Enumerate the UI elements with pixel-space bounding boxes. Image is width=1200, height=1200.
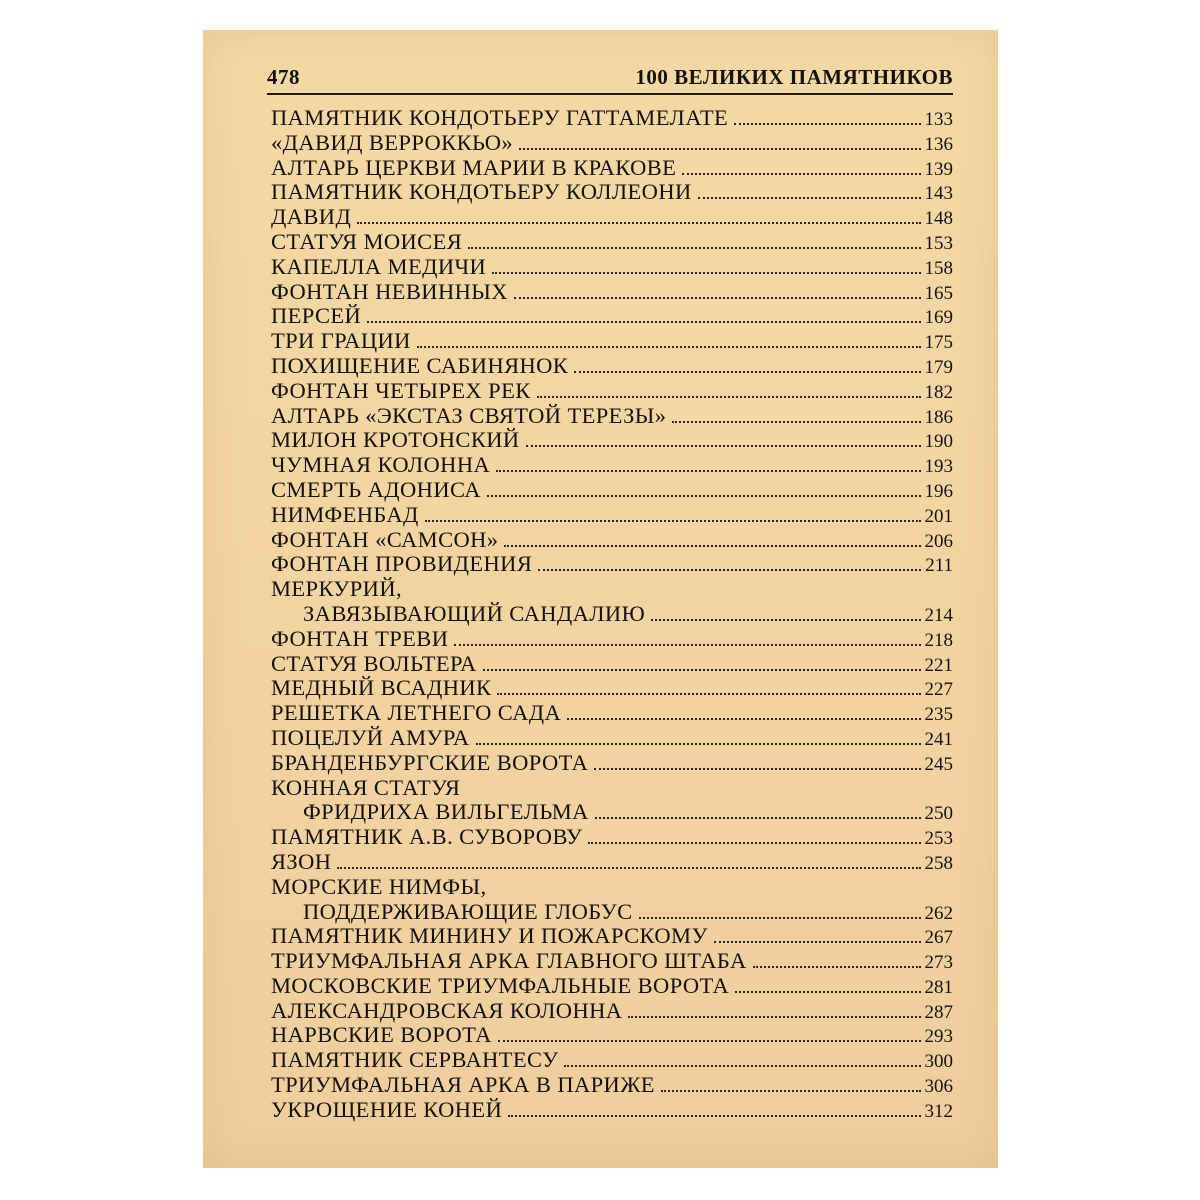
dot-leader bbox=[564, 1065, 920, 1067]
dot-leader bbox=[682, 173, 920, 175]
toc-entry bbox=[271, 280, 953, 305]
toc-entry-title: БРАНДЕНБУРГСКИЕ ВОРОТА bbox=[271, 749, 589, 775]
toc-entry-title: АЛТАРЬ «ЭКСТАЗ СВЯТОЙ ТЕРЕЗЫ» bbox=[271, 402, 667, 428]
dot-leader bbox=[526, 445, 921, 447]
toc-entry-page-number: 165 bbox=[924, 282, 953, 304]
toc-entry bbox=[271, 180, 953, 205]
toc-entry-title: ПАМЯТНИК СЕРВАНТЕСУ bbox=[271, 1047, 559, 1073]
dot-leader bbox=[735, 991, 920, 993]
book-page bbox=[203, 30, 998, 1168]
toc-entry-page-number: 267 bbox=[924, 927, 953, 949]
dot-leader bbox=[367, 321, 920, 323]
toc-entry bbox=[271, 304, 953, 329]
dot-leader bbox=[497, 693, 920, 695]
toc-entry bbox=[271, 478, 953, 503]
toc-entry bbox=[271, 552, 953, 577]
toc-entry-page-number: 211 bbox=[925, 555, 953, 577]
toc-entry-page-number: 306 bbox=[924, 1076, 953, 1098]
toc-entry bbox=[271, 900, 953, 925]
toc-entry-title: НАРВСКИЕ ВОРОТА bbox=[271, 1022, 492, 1048]
table-of-contents bbox=[271, 106, 953, 1123]
toc-entry-title: МОСКОВСКИЕ ТРИУМФАЛЬНЫЕ ВОРОТА bbox=[271, 972, 730, 998]
dot-leader bbox=[508, 1115, 920, 1117]
toc-entry-page-number: 214 bbox=[924, 604, 953, 626]
toc-entry-title: ТРИУМФАЛЬНАЯ АРКА В ПАРИЖЕ bbox=[271, 1072, 655, 1098]
toc-entry bbox=[271, 751, 953, 776]
toc-entry-page-number: 293 bbox=[924, 1026, 953, 1048]
toc-entry-title-line bbox=[271, 577, 953, 602]
toc-entry-title: МЕРКУРИЙ, bbox=[271, 576, 402, 602]
toc-entry-page-number: 258 bbox=[924, 852, 953, 874]
toc-entry bbox=[271, 329, 953, 354]
toc-entry bbox=[271, 354, 953, 379]
toc-entry-page-number: 182 bbox=[924, 381, 953, 403]
dot-leader bbox=[538, 569, 921, 571]
toc-entry bbox=[271, 1073, 953, 1098]
toc-entry-page-number: 273 bbox=[924, 952, 953, 974]
toc-entry-title: ФОНТАН НЕВИННЫХ bbox=[271, 278, 508, 304]
page-number: 478 bbox=[267, 65, 300, 89]
toc-entry-title-continuation: ПОДДЕРЖИВАЮЩИЕ ГЛОБУС bbox=[303, 898, 633, 924]
toc-entry-title: ПОЦЕЛУЙ АМУРА bbox=[271, 724, 470, 750]
toc-entry-page-number: 169 bbox=[924, 307, 953, 329]
toc-entry-page-number: 196 bbox=[924, 480, 953, 502]
toc-entry bbox=[271, 205, 953, 230]
toc-entry-title: МИЛОН КРОТОНСКИЙ bbox=[271, 427, 520, 453]
toc-entry bbox=[271, 949, 953, 974]
toc-entry-page-number: 139 bbox=[924, 158, 953, 180]
toc-entry-title: ФОНТАН ПРОВИДЕНИЯ bbox=[271, 551, 533, 577]
toc-entry-page-number: 136 bbox=[924, 133, 953, 155]
dot-leader bbox=[698, 197, 921, 199]
dot-leader bbox=[476, 743, 921, 745]
toc-entry-title: «ДАВИД ВЕРРОККЬО» bbox=[271, 129, 514, 155]
toc-entry bbox=[271, 1098, 953, 1123]
dot-leader bbox=[504, 545, 920, 547]
dot-leader bbox=[537, 396, 921, 398]
toc-entry-page-number: 201 bbox=[924, 505, 953, 527]
dot-leader bbox=[514, 297, 921, 299]
toc-entry-title: ФОНТАН «САМСОН» bbox=[271, 526, 499, 552]
dot-leader bbox=[574, 371, 920, 373]
dot-leader bbox=[425, 520, 921, 522]
dot-leader bbox=[628, 1016, 920, 1018]
toc-entry-page-number: 175 bbox=[924, 332, 953, 354]
page-header bbox=[267, 60, 953, 90]
dot-leader bbox=[672, 421, 920, 423]
toc-entry-title: ТРИ ГРАЦИИ bbox=[271, 328, 411, 354]
toc-entry bbox=[271, 528, 953, 553]
toc-entry-title: ДАВИД bbox=[271, 204, 352, 230]
toc-entry-page-number: 281 bbox=[924, 976, 953, 998]
toc-entry-title: АЛЕКСАНДРОВСКАЯ КОЛОННА bbox=[271, 997, 623, 1023]
toc-entry-page-number: 143 bbox=[924, 183, 953, 205]
dot-leader bbox=[588, 842, 920, 844]
toc-entry bbox=[271, 652, 953, 677]
toc-entry-page-number: 312 bbox=[924, 1100, 953, 1122]
toc-entry-page-number: 193 bbox=[924, 456, 953, 478]
toc-entry-title: НИМФЕНБАД bbox=[271, 501, 419, 527]
toc-entry bbox=[271, 627, 953, 652]
toc-entry-page-number: 241 bbox=[924, 728, 953, 750]
dot-leader bbox=[519, 148, 920, 150]
toc-entry-page-number: 221 bbox=[924, 654, 953, 676]
toc-entry-title: ФОНТАН ЧЕТЫРЕХ РЕК bbox=[271, 377, 531, 403]
toc-entry bbox=[271, 1023, 953, 1048]
dot-leader bbox=[639, 917, 921, 919]
toc-entry bbox=[271, 999, 953, 1024]
toc-entry bbox=[271, 800, 953, 825]
toc-entry-page-number: 245 bbox=[924, 753, 953, 775]
toc-entry-title: АЛТАРЬ ЦЕРКВИ МАРИИ В КРАКОВЕ bbox=[271, 154, 677, 180]
toc-entry bbox=[271, 676, 953, 701]
toc-entry-page-number: 253 bbox=[924, 828, 953, 850]
toc-entry-title: СМЕРТЬ АДОНИСА bbox=[271, 476, 481, 502]
toc-entry bbox=[271, 825, 953, 850]
toc-entry-title-continuation: ФРИДРИХА ВИЛЬГЕЛЬМА bbox=[303, 799, 589, 825]
toc-entry-page-number: 287 bbox=[924, 1001, 953, 1023]
toc-entry-page-number: 153 bbox=[924, 232, 953, 254]
toc-entry-page-number: 218 bbox=[924, 629, 953, 651]
header-rule bbox=[267, 93, 953, 95]
dot-leader bbox=[454, 644, 920, 646]
toc-entry-title: ПАМЯТНИК А.В. СУВОРОВУ bbox=[271, 824, 583, 850]
toc-entry bbox=[271, 404, 953, 429]
toc-entry-page-number: 206 bbox=[924, 530, 953, 552]
toc-entry-title-continuation: ЗАВЯЗЫВАЮЩИЙ САНДАЛИЮ bbox=[303, 600, 646, 626]
toc-entry bbox=[271, 156, 953, 181]
toc-entry bbox=[271, 924, 953, 949]
toc-entry-title-line bbox=[271, 875, 953, 900]
toc-entry-title: МОРСКИЕ НИМФЫ, bbox=[271, 873, 487, 899]
toc-entry bbox=[271, 230, 953, 255]
dot-leader bbox=[492, 272, 920, 274]
dot-leader bbox=[567, 718, 920, 720]
toc-entry bbox=[271, 602, 953, 627]
toc-entry-page-number: 158 bbox=[924, 257, 953, 279]
running-title: 100 ВЕЛИКИХ ПАМЯТНИКОВ bbox=[635, 65, 953, 89]
toc-entry-title: ПАМЯТНИК КОНДОТЬЕРУ ГАТТАМЕЛАТЕ bbox=[271, 105, 729, 130]
toc-entry bbox=[271, 701, 953, 726]
toc-entry bbox=[271, 131, 953, 156]
toc-entry-page-number: 179 bbox=[924, 356, 953, 378]
dot-leader bbox=[661, 1090, 921, 1092]
toc-entry-title: МЕДНЫЙ ВСАДНИК bbox=[271, 675, 492, 701]
dot-leader bbox=[498, 1040, 921, 1042]
toc-entry bbox=[271, 106, 953, 131]
toc-entry-title: ПЕРСЕЙ bbox=[271, 303, 362, 329]
dot-leader bbox=[595, 817, 921, 819]
dot-leader bbox=[487, 495, 921, 497]
toc-entry-title: ПОХИЩЕНИЕ САБИНЯНОК bbox=[271, 352, 569, 378]
toc-entry-title: КАПЕЛЛА МЕДИЧИ bbox=[271, 253, 487, 279]
toc-entry-page-number: 250 bbox=[924, 803, 953, 825]
dot-leader bbox=[417, 346, 921, 348]
toc-entry-page-number: 227 bbox=[924, 679, 953, 701]
dot-leader bbox=[594, 768, 920, 770]
toc-entry bbox=[271, 726, 953, 751]
toc-entry-title-line bbox=[271, 776, 953, 801]
toc-entry-title: ЧУМНАЯ КОЛОННА bbox=[271, 452, 491, 478]
dot-leader bbox=[496, 470, 920, 472]
toc-entry-title: СТАТУЯ МОИСЕЯ bbox=[271, 228, 463, 254]
toc-entry bbox=[271, 1048, 953, 1073]
toc-entry-page-number: 300 bbox=[924, 1051, 953, 1073]
dot-leader bbox=[483, 669, 921, 671]
toc-entry-title: ЯЗОН bbox=[271, 848, 332, 874]
toc-entry bbox=[271, 255, 953, 280]
toc-entry bbox=[271, 974, 953, 999]
toc-entry bbox=[271, 850, 953, 875]
dot-leader bbox=[468, 247, 920, 249]
dot-leader bbox=[753, 966, 921, 968]
toc-entry-title: РЕШЕТКА ЛЕТНЕГО САДА bbox=[271, 700, 562, 726]
dot-leader bbox=[337, 867, 920, 869]
toc-entry-title: СТАТУЯ ВОЛЬТЕРА bbox=[271, 650, 477, 676]
toc-entry-page-number: 235 bbox=[924, 704, 953, 726]
toc-entry-page-number: 262 bbox=[924, 902, 953, 924]
dot-leader bbox=[357, 222, 920, 224]
toc-entry bbox=[271, 379, 953, 404]
toc-entry-title: ТРИУМФАЛЬНАЯ АРКА ГЛАВНОГО ШТАБА bbox=[271, 948, 747, 974]
dot-leader bbox=[734, 123, 920, 125]
toc-entry bbox=[271, 453, 953, 478]
toc-entry bbox=[271, 503, 953, 528]
toc-entry-page-number: 190 bbox=[924, 431, 953, 453]
toc-entry-page-number: 148 bbox=[924, 208, 953, 230]
toc-entry-title: ПАМЯТНИК КОНДОТЬЕРУ КОЛЛЕОНИ bbox=[271, 179, 692, 205]
toc-entry-title: ФОНТАН ТРЕВИ bbox=[271, 625, 449, 651]
toc-entry bbox=[271, 428, 953, 453]
toc-entry-title: ПАМЯТНИК МИНИНУ И ПОЖАРСКОМУ bbox=[271, 923, 708, 949]
toc-entry-page-number: 133 bbox=[924, 109, 953, 130]
dot-leader bbox=[714, 941, 921, 943]
dot-leader bbox=[651, 619, 920, 621]
toc-entry-page-number: 186 bbox=[924, 406, 953, 428]
toc-entry-title: КОННАЯ СТАТУЯ bbox=[271, 774, 461, 800]
toc-entry-title: УКРОЩЕНИЕ КОНЕЙ bbox=[271, 1096, 503, 1122]
